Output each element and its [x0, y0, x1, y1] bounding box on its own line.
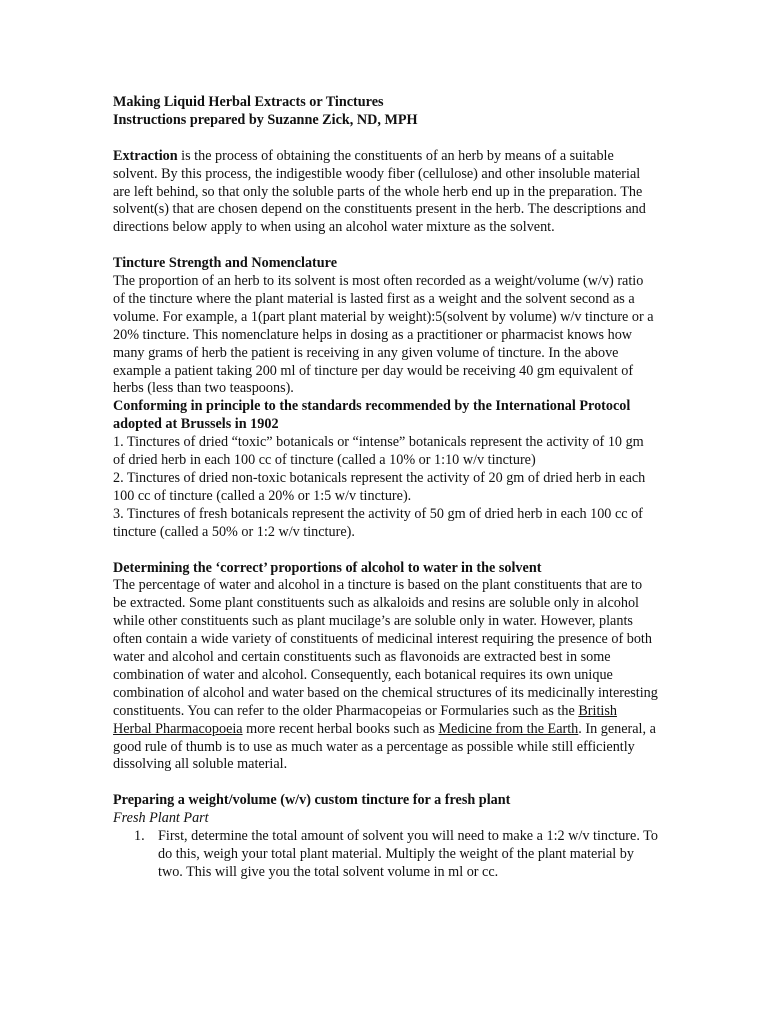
- fresh-plant-part-subheading: Fresh Plant Part: [113, 810, 209, 827]
- step-number: 1.: [134, 828, 145, 845]
- proportions-heading: Determining the ‘correct’ proportions of alcohol to water in the solvent: [113, 559, 542, 576]
- document-subtitle: Instructions prepared by Suzanne Zick, ND, MPH: [113, 111, 418, 128]
- document-title: Making Liquid Herbal Extracts or Tinctures: [113, 94, 384, 110]
- document-body: [113, 94, 658, 882]
- protocol-heading: Conforming in principle to the standards recommended by the International Protocol adopted at Brussels in 1902: [113, 398, 631, 433]
- spacer: [113, 130, 658, 148]
- extraction-paragraph: [113, 148, 658, 238]
- protocol-item: 2. Tinctures of dried non-toxic botanicals represent the activity of 20 gm of dried herb in each 100 cc of tincture (called a 20% or 1:5 w/v tincture).: [113, 470, 646, 504]
- title-block: [113, 94, 658, 130]
- british-herbal-pharmacopoeia-link[interactable]: British Herbal Pharmacopoeia: [113, 702, 617, 737]
- spacer: [113, 542, 658, 560]
- proportions-text-c: . In general, a good rule of thumb is to use as much water as a percentage as possible while still efficiently dissolving all soluble material.: [113, 720, 656, 773]
- medicine-from-the-earth-link[interactable]: Medicine from the Earth: [438, 720, 579, 737]
- proportions-text-b: more recent herbal books such as: [242, 720, 439, 737]
- spacer: [113, 774, 658, 792]
- protocol-item: 3. Tinctures of fresh botanicals represent the activity of 50 gm of dried herb in each 100 cc of tincture (called a 50% or 1:2 w/v tincture).: [113, 505, 643, 540]
- strength-paragraph: The proportion of an herb to its solvent is most often recorded as a weight/volume (w/v) ratio of the tincture where the plant material is lasted first as a weight and the solvent second as a volume. For example, a 1(part plant material by weight):5(solvent by volume) w/v tincture or a 20% tincture. This nomenclature helps in dosing as a practitioner or pharmacist knows how many grams of herb the patient is receiving in any given volume of tincture. In the above example a patient taking 200 ml of tincture per day would be receiving 40 gm equivalent of herbs (less than two teaspoons).: [113, 273, 654, 397]
- spacer: [113, 237, 658, 255]
- extraction-text: is the process of obtaining the constituents of an herb by means of a suitable solvent. By this process, the indigestible woody fiber (cellulose) and other insoluble material are left behind, so that only the soluble parts of the whole herb end up in the preparation. The solvent(s) that are chosen depend on the constituents present in the herb. The descriptions and directions below apply to when using an alcohol water mixture as the solvent.: [113, 147, 646, 236]
- step-text: First, determine the total amount of solvent you will need to make a 1:2 w/v tincture. To do this, weigh your total plant material. Multiply the weight of the plant material by two. This will give you the total solvent volume in ml or cc.: [158, 828, 658, 880]
- strength-heading: Tincture Strength and Nomenclature: [113, 255, 337, 272]
- steps-list: [113, 828, 658, 882]
- protocol-item: 1. Tinctures of dried “toxic” botanicals or “intense” botanicals represent the activity of 10 gm of dried herb in each 100 cc of tincture (called a 10% or 1:10 w/v tincture): [113, 434, 644, 469]
- proportions-text-a: The percentage of water and alcohol in a tincture is based on the plant constituents that are to be extracted. Some plant constituents such as alkaloids and resins are soluble only in alcohol while other constituents such as plant mucilage’s are soluble only in water. However, plants often contain a wide variety of constituents of medicinal interest requiring the presence of both water and alcohol and certain constituents such as flavonoids are extracted best in some combination of water and alcohol. Consequently, each botanical requires its own unique combination of alcohol and water based on the chemical structures of its medicinally interesting constituents. You can refer to the older Pharmacopeias or Formularies such as the: [113, 577, 658, 719]
- list-item: [113, 828, 658, 882]
- proportions-paragraph: [113, 577, 658, 774]
- preparing-heading: Preparing a weight/volume (w/v) custom tincture for a fresh plant: [113, 792, 511, 809]
- extraction-term: Extraction: [113, 147, 178, 164]
